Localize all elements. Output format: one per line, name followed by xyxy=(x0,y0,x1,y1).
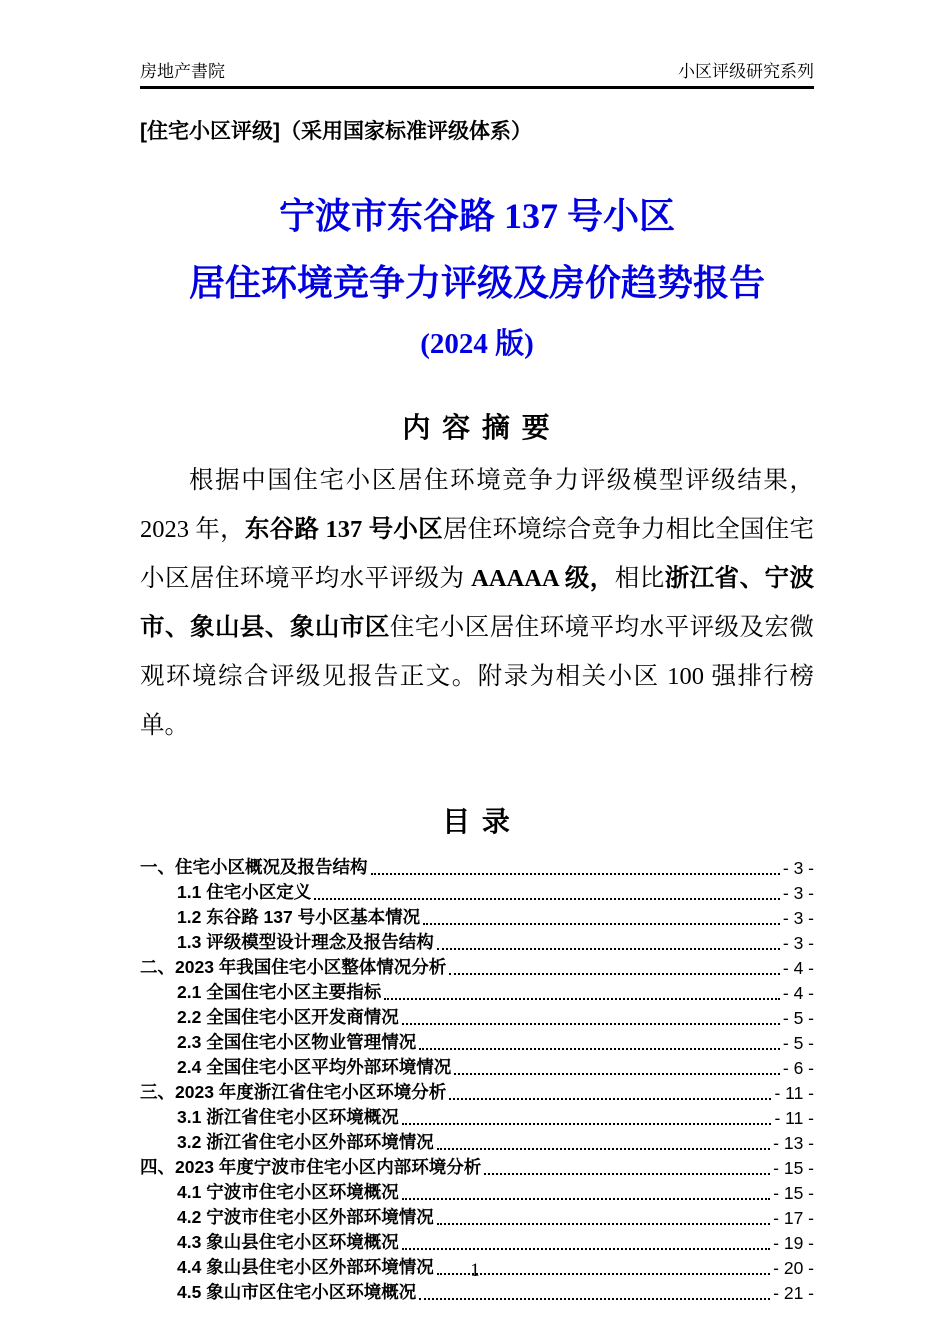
toc-entry-page-number: - 3 - xyxy=(782,908,814,929)
toc-dotted-leader xyxy=(437,1148,770,1150)
toc-dotted-leader xyxy=(419,1048,780,1050)
toc-entry-page-number: - 3 - xyxy=(782,858,814,879)
toc-entry-label: 2.3 全国住宅小区物业管理情况 xyxy=(177,1032,417,1053)
summary-segment: 根据中国住宅小区居住环境竞争力评级模型评级结果，2023 年， xyxy=(140,467,814,544)
header-left-text: 房地产書院 xyxy=(140,62,225,81)
toc-entry-label: 1.3 评级模型设计理念及报告结构 xyxy=(177,932,434,953)
toc-entry xyxy=(140,879,814,904)
toc-entry xyxy=(140,1179,814,1204)
toc-entry-label: 3.2 浙江省住宅小区外部环境情况 xyxy=(177,1132,434,1153)
toc-dotted-leader xyxy=(423,923,780,925)
toc-dotted-leader xyxy=(449,1098,771,1100)
header-right-text: 小区评级研究系列 xyxy=(678,62,814,81)
toc-dotted-leader xyxy=(454,1073,780,1075)
toc-entry-page-number: - 15 - xyxy=(773,1183,814,1204)
toc-list xyxy=(140,854,814,1304)
summary-heading: 内 容 摘 要 xyxy=(402,412,552,444)
toc-entry-label: 四、2023 年度宁波市住宅小区内部环境分析 xyxy=(140,1157,482,1178)
toc-entry-page-number: - 11 - xyxy=(774,1108,814,1129)
toc-entry-label: 4.1 宁波市住宅小区环境概况 xyxy=(177,1182,399,1203)
toc-entry-label: 4.5 象山市区住宅小区环境概况 xyxy=(177,1282,417,1303)
toc-heading: 目 录 xyxy=(442,806,512,838)
summary-segment: 住宅小区居住环境平均水平评级及宏微观环境综合评级见报告正文。附录为相关小区 100 强排行榜单。 xyxy=(140,614,815,740)
summary-segment: 相比 xyxy=(614,565,665,593)
toc-entry-page-number: - 6 - xyxy=(782,1058,814,1079)
toc-entry xyxy=(140,1129,814,1154)
toc-entry-label: 2.2 全国住宅小区开发商情况 xyxy=(177,1007,399,1028)
toc-dotted-leader xyxy=(402,1123,772,1125)
toc-entry xyxy=(140,1054,814,1079)
toc-entry xyxy=(140,1029,814,1054)
toc-entry xyxy=(140,954,814,979)
toc-entry xyxy=(140,1079,814,1104)
summary-segment: AAAAA 级， xyxy=(471,565,615,593)
toc-entry-page-number: - 17 - xyxy=(773,1208,814,1229)
toc-entry-label: 4.2 宁波市住宅小区外部环境情况 xyxy=(177,1207,434,1228)
toc-entry-page-number: - 3 - xyxy=(782,883,814,904)
toc-entry-page-number: - 21 - xyxy=(773,1283,814,1304)
summary-segment: 浙江省、宁波市、象山县、象山市区 xyxy=(140,565,815,642)
summary-paragraph xyxy=(140,456,814,750)
toc-entry xyxy=(140,1279,814,1304)
page-number: 1 xyxy=(470,1260,480,1281)
report-title xyxy=(140,195,814,362)
toc-entry xyxy=(140,1154,814,1179)
toc-entry-label: 2.4 全国住宅小区平均外部环境情况 xyxy=(177,1057,452,1078)
toc-entry-label: 2.1 全国住宅小区主要指标 xyxy=(177,982,382,1003)
toc-dotted-leader xyxy=(437,1223,770,1225)
page-header xyxy=(140,57,814,89)
toc-entry xyxy=(140,904,814,929)
toc-dotted-leader xyxy=(484,1173,770,1175)
toc-entry-label: 一、住宅小区概况及报告结构 xyxy=(140,857,368,878)
toc-entry xyxy=(140,854,814,879)
toc-entry-page-number: - 13 - xyxy=(773,1133,814,1154)
toc-entry-page-number: - 5 - xyxy=(782,1008,814,1029)
toc-entry xyxy=(140,1004,814,1029)
toc-entry xyxy=(140,979,814,1004)
toc-entry-label: 二、2023 年我国住宅小区整体情况分析 xyxy=(140,957,447,978)
toc-dotted-leader xyxy=(437,948,780,950)
toc-entry xyxy=(140,1204,814,1229)
toc-entry xyxy=(140,929,814,954)
toc-entry-label: 4.3 象山县住宅小区环境概况 xyxy=(177,1232,399,1253)
toc-entry-page-number: - 15 - xyxy=(773,1158,814,1179)
toc-entry-page-number: - 3 - xyxy=(782,933,814,954)
report-title-edition: (2024 版) xyxy=(420,328,534,361)
toc-dotted-leader xyxy=(402,1023,780,1025)
toc-entry-page-number: - 20 - xyxy=(773,1258,814,1279)
toc-entry-page-number: - 4 - xyxy=(782,983,814,1004)
toc-dotted-leader xyxy=(314,898,780,900)
toc-entry-label: 3.1 浙江省住宅小区环境概况 xyxy=(177,1107,399,1128)
report-title-line2: 居住环境竞争力评级及房价趋势报告 xyxy=(188,263,765,304)
toc-entry-page-number: - 11 - xyxy=(774,1083,814,1104)
toc-dotted-leader xyxy=(371,873,780,875)
toc-entry-label: 1.2 东谷路 137 号小区基本情况 xyxy=(177,907,421,928)
toc-entry-page-number: - 19 - xyxy=(773,1233,814,1254)
toc-dotted-leader xyxy=(402,1198,770,1200)
summary-segment: 东谷路 137 号小区 xyxy=(244,516,443,544)
toc-entry xyxy=(140,1104,814,1129)
summary-segment: 居住环境综合竞争力相比全国住宅小区居住环境平均水平评级为 xyxy=(140,516,815,593)
report-title-line1: 宁波市东谷路 137 号小区 xyxy=(278,196,675,236)
toc-dotted-leader xyxy=(384,998,780,1000)
rating-system-label: [住宅小区评级]（采用国家标准评级体系） xyxy=(140,120,532,143)
toc-dotted-leader xyxy=(402,1248,770,1250)
toc-entry-label: 4.4 象山县住宅小区外部环境情况 xyxy=(177,1257,434,1278)
toc-entry-label: 三、2023 年度浙江省住宅小区环境分析 xyxy=(140,1082,447,1103)
toc-dotted-leader xyxy=(419,1298,770,1300)
toc-entry xyxy=(140,1229,814,1254)
toc-entry-page-number: - 4 - xyxy=(782,958,814,979)
toc-dotted-leader xyxy=(449,973,780,975)
toc-entry-label: 1.1 住宅小区定义 xyxy=(177,882,312,903)
toc-entry-page-number: - 5 - xyxy=(782,1033,814,1054)
